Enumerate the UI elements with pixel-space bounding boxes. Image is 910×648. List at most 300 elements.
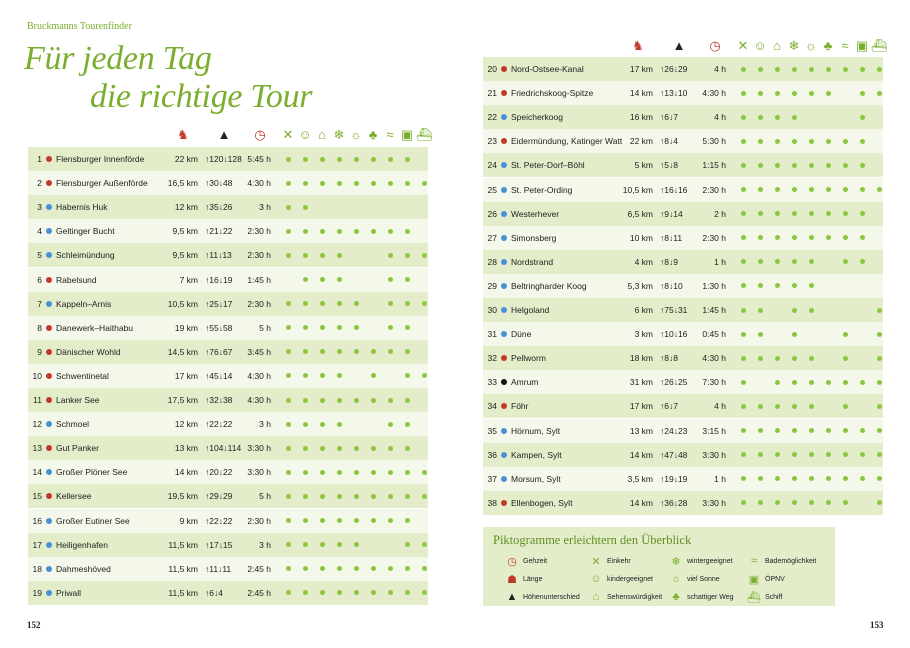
tour-number: 4 [37, 226, 42, 237]
legend-label: Länge [523, 576, 543, 583]
feature-dot [320, 398, 325, 403]
feature-dot [371, 373, 376, 378]
smiley-icon: ☺ [298, 126, 312, 142]
tour-elevation: ↑16↓19 [205, 274, 233, 285]
feature-dot [792, 91, 797, 96]
mountain-icon: ▲ [506, 591, 518, 603]
feature-dot [877, 332, 882, 337]
tour-name: Heiligenhafen [56, 539, 108, 550]
building-icon: ⌂ [773, 37, 781, 53]
table-row [483, 491, 883, 515]
feature-dot [354, 157, 359, 162]
tour-elevation: ↑35↓26 [205, 202, 233, 213]
feature-dot [286, 253, 291, 258]
feature-dot [860, 115, 865, 120]
smiley-icon: ☺ [590, 573, 602, 585]
tour-length: 11,5 km [168, 563, 198, 574]
snowflake-icon: ❄ [333, 126, 345, 142]
feature-dot [775, 91, 780, 96]
table-row [28, 581, 428, 605]
feature-dot [354, 470, 359, 475]
region-marker [501, 307, 507, 313]
tour-time: 1:45 h [702, 305, 726, 315]
feature-dot [422, 301, 427, 306]
tour-name: Flensburger Außenförde [56, 178, 148, 189]
feature-dot [303, 253, 308, 258]
tour-number: 9 [37, 346, 42, 357]
feature-dot [388, 349, 393, 354]
region-marker [501, 355, 507, 361]
tour-name: Föhr [511, 401, 529, 412]
feature-dot [758, 283, 763, 288]
feature-dot [758, 163, 763, 168]
tour-number: 2 [37, 178, 42, 189]
feature-dot [405, 446, 410, 451]
feature-dot [337, 446, 342, 451]
tour-number: 25 [487, 184, 497, 195]
tour-time: 2:30 h [702, 184, 726, 195]
tree-icon: ♣ [672, 591, 680, 603]
feature-dot [303, 518, 308, 523]
feature-dot [405, 398, 410, 403]
feature-dot [303, 229, 308, 234]
tour-elevation: ↑9↓14 [660, 208, 683, 219]
feature-dot [809, 259, 814, 264]
tour-elevation: ↑32↓38 [205, 395, 233, 405]
feature-dot [843, 67, 848, 72]
feature-dot [405, 349, 410, 354]
feature-dot [405, 157, 410, 162]
table-row [483, 298, 883, 322]
tour-time: 3:30 h [702, 497, 726, 508]
tour-length: 14 km [629, 497, 653, 508]
tour-length: 14 km [174, 467, 198, 478]
hiker-icon: ♞ [177, 126, 189, 142]
table-row [483, 178, 883, 202]
ship-icon: ⛴ [415, 126, 433, 142]
feature-dot [354, 229, 359, 234]
feature-dot [303, 349, 308, 354]
feature-dot [792, 259, 797, 264]
region-marker [46, 204, 52, 210]
tour-elevation: ↑19↓19 [660, 473, 688, 484]
feature-dot [877, 308, 882, 313]
feature-dot [758, 139, 763, 144]
feature-dot [286, 446, 291, 451]
table-row [483, 129, 883, 153]
tour-number: 20 [487, 64, 497, 74]
feature-dot [792, 67, 797, 72]
feature-dot [775, 235, 780, 240]
feature-dot [775, 259, 780, 264]
tour-elevation: ↑26↓25 [660, 377, 688, 388]
feature-dot [809, 500, 814, 505]
region-marker [46, 180, 52, 186]
tour-time: 3 h [259, 202, 271, 213]
tour-length: 12 km [174, 202, 198, 213]
tour-number: 22 [487, 112, 497, 123]
tour-time: 0:45 h [702, 329, 726, 340]
table-row [483, 419, 883, 443]
tour-elevation: ↑75↓31 [660, 305, 688, 315]
tour-elevation: ↑76↓67 [205, 346, 233, 357]
feature-dot [843, 356, 848, 361]
feature-dot [320, 325, 325, 330]
feature-dot [775, 67, 780, 72]
feature-dot [741, 91, 746, 96]
feature-dot [422, 542, 427, 547]
tour-number: 30 [487, 305, 497, 315]
feature-dot [303, 157, 308, 162]
feature-dot [809, 404, 814, 409]
tree-icon: ♣ [823, 37, 833, 53]
feature-dot [405, 566, 410, 571]
feature-dot [809, 163, 814, 168]
feature-dot [320, 277, 325, 282]
feature-dot [354, 446, 359, 451]
tour-time: 3 h [259, 419, 271, 430]
tour-time: 3 h [259, 539, 271, 550]
feature-dot [860, 211, 865, 216]
table-row [483, 443, 883, 467]
feature-dot [775, 187, 780, 192]
tour-elevation: ↑8↓9 [660, 256, 678, 267]
table-row [483, 346, 883, 370]
tour-time: 2:45 h [247, 563, 271, 574]
feature-dot [860, 235, 865, 240]
feature-dot [303, 542, 308, 547]
region-marker [501, 114, 507, 120]
feature-dot [337, 373, 342, 378]
tour-elevation: ↑13↓10 [660, 88, 688, 99]
feature-dot [775, 211, 780, 216]
feature-dot [405, 301, 410, 306]
tour-elevation: ↑47↓48 [660, 449, 688, 460]
feature-dot [388, 157, 393, 162]
sun-icon: ☼ [350, 126, 362, 142]
table-row [28, 147, 428, 171]
tour-elevation: ↑11↓11 [205, 563, 232, 574]
feature-dot [877, 356, 882, 361]
feature-dot [741, 139, 746, 144]
tour-number: 13 [32, 443, 42, 454]
tour-number: 6 [37, 274, 42, 285]
region-marker [501, 138, 507, 144]
region-marker [46, 469, 52, 475]
table-row [28, 243, 428, 267]
feature-dot [860, 259, 865, 264]
legend-item [589, 591, 662, 603]
feature-dot [320, 349, 325, 354]
mountain-icon: ▲ [672, 37, 686, 53]
feature-dot [826, 163, 831, 168]
feature-dot [758, 452, 763, 457]
table-row [28, 388, 428, 412]
feature-dot [741, 308, 746, 313]
tour-time: 5 h [259, 322, 271, 333]
cutlery-icon: ✕ [282, 126, 294, 142]
feature-dot [371, 398, 376, 403]
feature-dot [843, 139, 848, 144]
tour-number: 23 [487, 136, 497, 147]
feature-dot [741, 404, 746, 409]
feature-dot [320, 566, 325, 571]
feature-dot [792, 235, 797, 240]
tour-name: Dahmeshöved [56, 563, 111, 574]
right-icon-header [483, 37, 888, 55]
region-marker [501, 66, 507, 72]
feature-dot [826, 476, 831, 481]
tour-elevation: ↑17↓15 [205, 539, 233, 550]
feature-dot [320, 253, 325, 258]
feature-dot [809, 211, 814, 216]
tour-elevation: ↑45↓14 [205, 370, 233, 381]
tour-length: 12 km [174, 419, 198, 430]
feature-dot [809, 235, 814, 240]
feature-dot [792, 211, 797, 216]
tour-name: Friedrichskoog-Spitze [511, 88, 594, 99]
feature-dot [792, 428, 797, 433]
table-row [483, 250, 883, 274]
tour-time: 1:45 h [247, 274, 271, 285]
tour-length: 6 km [634, 305, 653, 315]
legend-label: Schiff [765, 594, 783, 601]
tour-name: Kellersee [56, 491, 92, 502]
tour-time: 3:30 h [247, 467, 271, 478]
feature-dot [877, 91, 882, 96]
tour-number: 27 [487, 232, 497, 243]
feature-dot [337, 325, 342, 330]
tour-length: 7 km [179, 274, 198, 285]
region-marker [501, 500, 507, 506]
feature-dot [405, 253, 410, 258]
feature-dot [741, 187, 746, 192]
region-marker [46, 566, 52, 572]
feature-dot [843, 259, 848, 264]
feature-dot [792, 356, 797, 361]
feature-dot [422, 494, 427, 499]
hiker-icon: ☗ [507, 574, 517, 586]
tour-name: Flensburger Innenförde [56, 154, 145, 164]
table-row [28, 219, 428, 243]
tour-length: 14 km [629, 449, 653, 460]
feature-dot [826, 187, 831, 192]
tour-length: 5,3 km [627, 280, 653, 291]
region-marker [46, 228, 52, 234]
feature-dot [405, 181, 410, 186]
feature-dot [337, 253, 342, 258]
feature-dot [303, 398, 308, 403]
feature-dot [792, 187, 797, 192]
tour-time: 3:30 h [702, 449, 726, 460]
tour-length: 14 km [629, 88, 653, 99]
feature-dot [809, 380, 814, 385]
region-marker [46, 542, 52, 548]
page-number-right: 153 [870, 620, 884, 630]
feature-dot [286, 422, 291, 427]
feature-dot [422, 373, 427, 378]
clock-icon: ◷ [709, 37, 721, 53]
feature-dot [303, 325, 308, 330]
region-marker [501, 476, 507, 482]
feature-dot [809, 139, 814, 144]
tour-time: 2:30 h [247, 250, 271, 261]
tour-number: 36 [487, 449, 497, 460]
feature-dot [320, 470, 325, 475]
feature-dot [354, 590, 359, 595]
feature-dot [826, 235, 831, 240]
table-row [28, 533, 428, 557]
tour-length: 11,5 km [168, 587, 198, 598]
tour-length: 13 km [629, 425, 653, 436]
sun-icon: ☼ [670, 573, 682, 585]
feature-dot [792, 452, 797, 457]
tour-elevation: ↑6↓7 [660, 401, 678, 412]
tour-number: 35 [487, 425, 497, 436]
feature-dot [741, 211, 746, 216]
tour-elevation: ↑22↓22 [205, 419, 233, 430]
feature-dot [337, 181, 342, 186]
feature-dot [843, 452, 848, 457]
feature-dot [320, 181, 325, 186]
tour-elevation: ↑22↓22 [205, 515, 233, 526]
feature-dot [388, 494, 393, 499]
feature-dot [388, 470, 393, 475]
feature-dot [303, 446, 308, 451]
feature-dot [286, 542, 291, 547]
tour-name: Schleimündung [56, 250, 115, 261]
feature-dot [877, 452, 882, 457]
feature-dot [405, 542, 410, 547]
feature-dot [388, 590, 393, 595]
region-marker [501, 235, 507, 241]
feature-dot [843, 187, 848, 192]
page-title-line1: Für jeden Tag [24, 40, 212, 77]
tour-number: 1 [37, 154, 42, 164]
feature-dot [337, 229, 342, 234]
feature-dot [303, 373, 308, 378]
feature-dot [405, 470, 410, 475]
feature-dot [371, 181, 376, 186]
feature-dot [337, 566, 342, 571]
feature-dot [741, 67, 746, 72]
sun-icon: ☼ [805, 37, 817, 53]
feature-dot [286, 205, 291, 210]
tour-time: 4 h [714, 64, 726, 74]
feature-dot [877, 380, 882, 385]
feature-dot [860, 428, 865, 433]
region-marker [501, 283, 507, 289]
feature-dot [422, 470, 427, 475]
table-row [28, 436, 428, 460]
tour-name: Rabelsund [56, 274, 97, 285]
feature-dot [371, 518, 376, 523]
feature-dot [843, 235, 848, 240]
building-icon: ⌂ [318, 126, 326, 142]
tour-length: 9,5 km [172, 226, 198, 237]
tour-elevation: ↑120↓128 [205, 154, 242, 164]
feature-dot [354, 301, 359, 306]
swimmer-icon: ≈ [750, 555, 758, 567]
feature-dot [775, 380, 780, 385]
feature-dot [792, 283, 797, 288]
region-marker [501, 259, 507, 265]
region-marker [501, 90, 507, 96]
feature-dot [758, 476, 763, 481]
feature-dot [758, 235, 763, 240]
feature-dot [843, 500, 848, 505]
tour-name: Kappeln–Arnis [56, 298, 112, 309]
tour-time: 5 h [259, 491, 271, 502]
legend-label: Gehzeit [523, 558, 548, 565]
tour-name: St. Peter-Ording [511, 184, 573, 195]
table-row [28, 460, 428, 484]
pictogram-legend [483, 527, 835, 606]
tour-name: Gut Panker [56, 443, 99, 454]
feature-dot [826, 139, 831, 144]
feature-dot [826, 452, 831, 457]
feature-dot [758, 259, 763, 264]
feature-dot [337, 398, 342, 403]
left-icon-header [28, 126, 433, 144]
feature-dot [775, 356, 780, 361]
legend-item [747, 591, 782, 604]
tour-number: 31 [487, 329, 497, 340]
tour-number: 7 [37, 298, 42, 309]
feature-dot [860, 476, 865, 481]
table-row [483, 322, 883, 346]
feature-dot [388, 398, 393, 403]
legend-label: Bademöglichkeit [765, 557, 817, 565]
feature-dot [809, 283, 814, 288]
feature-dot [286, 157, 291, 162]
tour-time: 5:45 h [247, 154, 271, 164]
feature-dot [792, 115, 797, 120]
feature-dot [775, 452, 780, 457]
tour-table-left [28, 147, 428, 607]
tour-number: 15 [32, 491, 42, 502]
swimmer-icon: ≈ [841, 37, 849, 53]
mountain-icon: ▲ [217, 126, 231, 142]
legend-title: Piktogramme erleichtern den Überblick [493, 533, 692, 547]
feature-dot [320, 373, 325, 378]
feature-dot [320, 518, 325, 523]
feature-dot [758, 332, 763, 337]
feature-dot [320, 422, 325, 427]
tour-elevation: ↑6↓7 [660, 112, 678, 123]
feature-dot [877, 187, 882, 192]
tour-elevation: ↑21↓22 [205, 226, 233, 237]
tour-time: 4:30 h [247, 395, 271, 405]
feature-dot [741, 356, 746, 361]
tour-name: Kampen, Sylt [511, 449, 562, 460]
tour-time: 4 h [714, 401, 726, 412]
feature-dot [405, 373, 410, 378]
legend-label: ÖPNV [765, 576, 785, 583]
feature-dot [354, 181, 359, 186]
feature-dot [843, 163, 848, 168]
feature-dot [826, 500, 831, 505]
tour-number: 14 [32, 467, 42, 478]
table-row [28, 557, 428, 581]
feature-dot [741, 428, 746, 433]
feature-dot [388, 301, 393, 306]
feature-dot [354, 566, 359, 571]
feature-dot [286, 325, 291, 330]
tour-elevation: ↑8↓4 [660, 136, 678, 147]
feature-dot [741, 332, 746, 337]
feature-dot [741, 163, 746, 168]
